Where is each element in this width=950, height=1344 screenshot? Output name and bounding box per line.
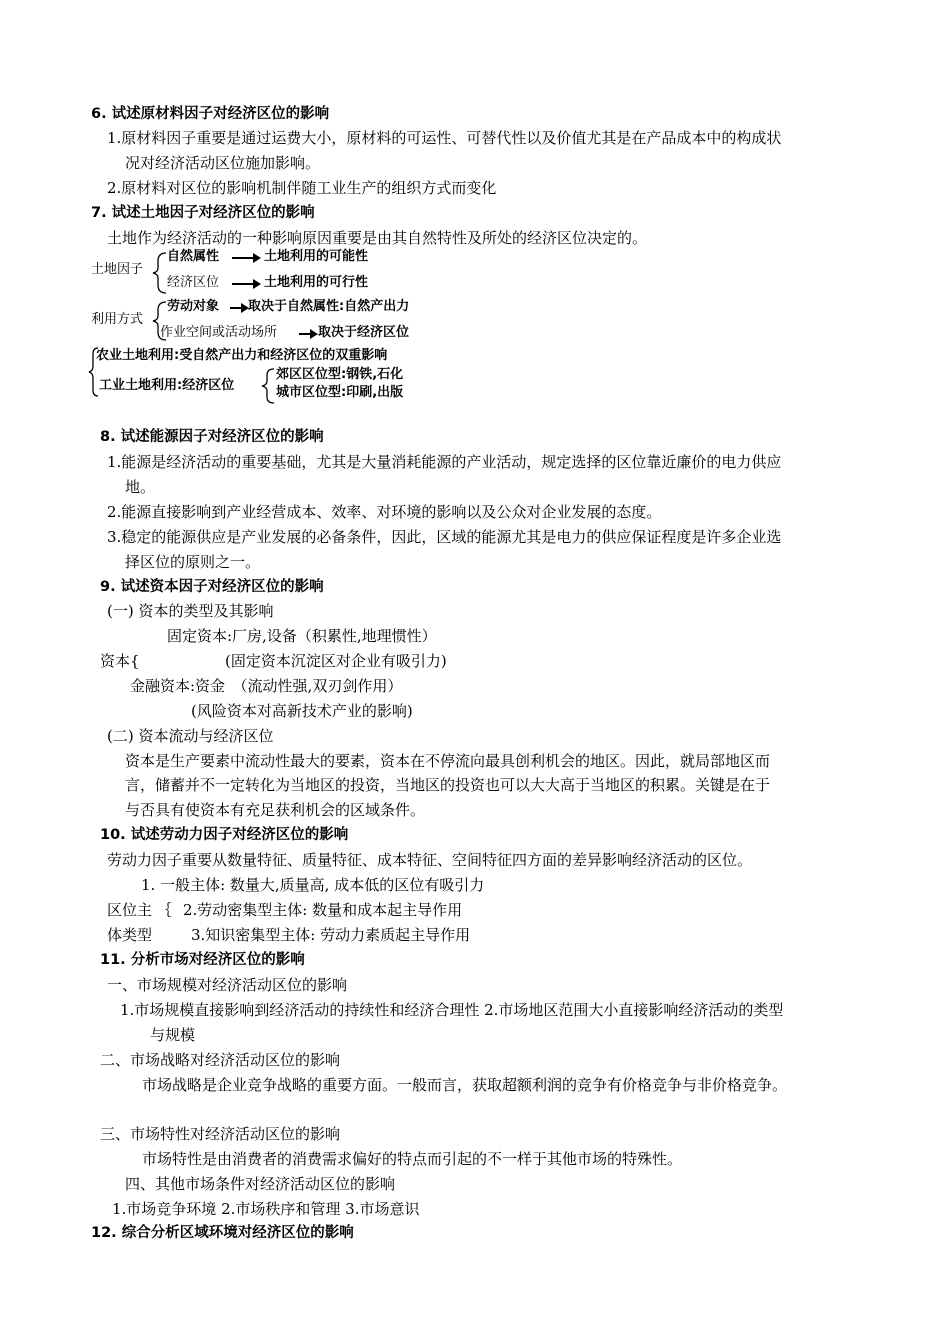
q11-section-1-para: 1.市场规模直接影响到经济活动的持续性和经济合理性 2.市场地区范围大小直接影响经济活动的类型 [120,1001,784,1019]
q6-point-1-cont: 况对经济活动区位施加影响。 [125,154,321,172]
arrow-icon [232,257,254,259]
q10-subject-2: 2.劳动密集型主体: 数量和成本起主导作用 [183,901,463,919]
q11-section-2: 二、市场战略对经济活动区位的影响 [100,1051,341,1069]
q8-title: 8. 试述能源因子对经济区位的影响 [100,429,324,445]
q11-section-1: 一、市场规模对经济活动区位的影响 [107,976,348,994]
q7-title: 7. 试述土地因子对经济区位的影响 [91,205,315,221]
q10-subject-label: 区位主 ｛ [107,901,172,919]
industry-brace [260,367,276,405]
fixed-capital: 固定资本:厂房,设备（积累性,地理惯性） [167,627,437,645]
suburb-type: 郊区区位型:钢铁,石化 [276,367,404,382]
q10-subject-3: 3.知识密集型主体: 劳动力素质起主导作用 [191,926,471,944]
industry-land-use: 工业土地利用:经济区位 [99,378,235,393]
q11-section-3: 三、市场特性对经济活动区位的影响 [100,1125,341,1143]
q11-section-4: 四、其他市场条件对经济活动区位的影响 [125,1175,396,1193]
finance-capital: 金融资本:资金 （流动性强,双刃剑作用） [130,677,403,695]
q12-title: 12. 综合分析区域环境对经济区位的影响 [91,1225,354,1241]
q11-section-4-para: 1.市场竞争环境 2.市场秩序和管理 3.市场意识 [112,1200,420,1218]
q9-section-1: (一) 资本的类型及其影响 [107,602,274,620]
capital-label: 资本{ [100,652,140,670]
q6-point-2: 2.原材料对区位的影响机制伴随工业生产的组织方式而变化 [107,179,497,197]
q11-section-1-para-cont: 与规模 [150,1026,196,1044]
q7-intro: 土地作为经济活动的一种影响原因重要是由其自然特性及所处的经济区位决定的。 [107,229,648,247]
q8-point-1: 1.能源是经济活动的重要基础，尤其是大量消耗能源的产业活动，规定选择的区位靠近廉价的电力供应 [107,453,782,471]
use-mode-label: 利用方式 [91,312,144,327]
q9-para-b: 言，储蓄并不一定转化为当地区的投资，当地区的投资也可以大大高于当地区的积累。关键是在于 [125,776,771,794]
arrow-icon [230,307,242,309]
fixed-capital-note: (固定资本沉淀区对企业有吸引力) [225,652,447,670]
q8-point-3-cont: 择区位的原则之一。 [125,553,261,571]
natural-output: 取决于自然属性:自然产出力 [248,299,410,314]
arrow-icon [232,283,254,285]
labor-object: 劳动对象 [167,299,220,314]
arrow-icon [299,333,311,335]
q9-title: 9. 试述资本因子对经济区位的影响 [100,579,324,595]
q8-point-2: 2.能源直接影响到产业经营成本、效率、对环境的影响以及公众对企业发展的态度。 [107,503,662,521]
q11-title: 11. 分析市场对经济区位的影响 [100,952,305,968]
land-factor-label: 土地因子 [91,262,144,277]
work-space: 作业空间或活动场所 [160,325,278,340]
risk-capital: (风险资本对高新技术产业的影响) [191,702,413,720]
q6-title: 6. 试述原材料因子对经济区位的影响 [91,106,330,122]
q11-section-3-para: 市场特性是由消费者的消费需求偏好的特点而引起的不一样于其他市场的特殊性。 [142,1150,683,1168]
q8-point-3: 3.稳定的能源供应是产业发展的必备条件，因此，区域的能源尤其是电力的供应保证程度是许多企业选 [107,528,782,546]
city-type: 城市区位型:印刷,出版 [276,385,404,400]
depends-on-location: 取决于经济区位 [318,325,410,340]
q10-subject-label-cont: 体类型 [107,926,153,944]
q11-section-2-para: 市场战略是企业竞争战略的重要方面。一般而言，获取超额利润的竞争有价格竞争与非价格竞争。 [142,1076,788,1094]
q10-title: 10. 试述劳动力因子对经济区位的影响 [100,827,349,843]
q9-para-c: 与否具有使资本有充足获利机会的区域条件。 [125,801,426,819]
natural-attribute: 自然属性 [167,249,220,264]
q10-intro: 劳动力因子重要从数量特征、质量特征、成本特征、空间特征四方面的差异影响经济活动的区位。 [107,851,753,869]
q8-point-1-cont: 地。 [125,478,156,496]
agri-land-use: 农业土地利用:受自然产出力和经济区位的双重影响 [96,348,388,363]
economic-location: 经济区位 [167,275,220,290]
q10-subject-1: 1. 一般主体: 数量大,质量高, 成本低的区位有吸引力 [141,876,485,894]
q9-para-a: 资本是生产要素中流动性最大的要素，资本在不停流向最具创利机会的地区。因此，就局部地区而 [125,752,771,770]
land-use-feasibility: 土地利用的可行性 [264,275,369,290]
q9-section-2: (二) 资本流动与经济区位 [107,727,274,745]
q6-point-1: 1.原材料因子重要是通过运费大小，原材料的可运性、可替代性以及价值尤其是在产品成本中的构成状 [107,129,782,147]
land-use-possibility: 土地利用的可能性 [264,249,369,264]
